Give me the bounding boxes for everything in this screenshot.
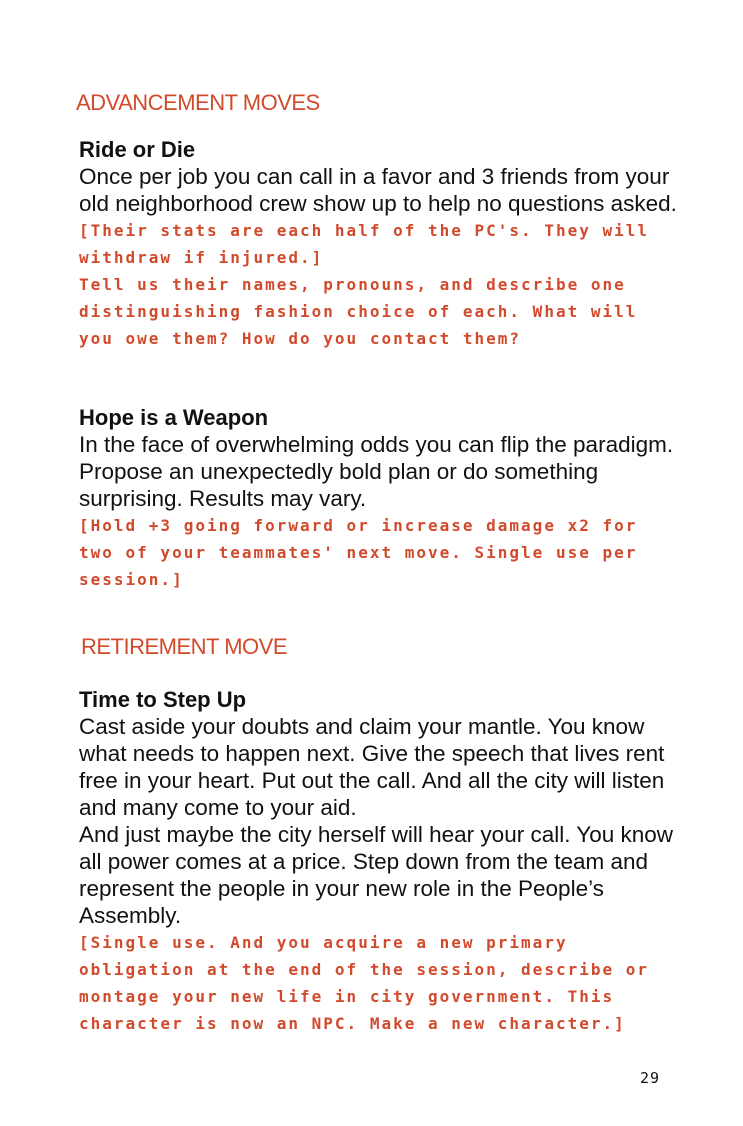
move-title: Time to Step Up [79, 687, 247, 712]
move-hope-is-a-weapon [79, 404, 679, 593]
move-description: Cast aside your doubts and claim your mantle. You know what needs to happen next. Give the speech that lives rent free in your heart. Put out the call. And all the city will listen and many come to your aid. [79, 714, 665, 820]
move-title: Ride or Die [79, 137, 196, 162]
move-rule-text: Tell us their names, pronouns, and describe one distinguishing fashion choice of each. What will you owe them? How do you contact them? [79, 275, 638, 348]
move-rule-text: [Their stats are each half of the PC's. They will withdraw if injured.] [79, 221, 650, 267]
move-title: Hope is a Weapon [79, 405, 269, 430]
move-description: In the face of overwhelming odds you can flip the paradigm. Propose an unexpectedly bold plan or do something surprising. Results may vary. [79, 432, 674, 511]
move-ride-or-die [79, 136, 679, 352]
move-time-to-step-up [79, 686, 679, 1037]
move-rule-text: [Single use. And you acquire a new primary obligation at the end of the session, describe or montage your new life in city government. This character is now an NPC. Make a new character.] [79, 933, 650, 1033]
move-rule-text: [Hold +3 going forward or increase damage x2 for two of your teammates' next move. Single use per session.] [79, 516, 638, 589]
advancement-moves-heading: ADVANCEMENT MOVES [76, 90, 320, 115]
retirement-move-heading: RETIREMENT MOVE [81, 634, 288, 659]
move-description: Once per job you can call in a favor and 3 friends from your old neighborhood crew show up to help no questions asked. [79, 164, 677, 216]
move-description: And just maybe the city herself will hear your call. You know all power comes at a price. Step down from the team and represent the people in your new role in the People’s Assembly. [79, 822, 674, 928]
page-number: 29 [640, 1069, 661, 1087]
